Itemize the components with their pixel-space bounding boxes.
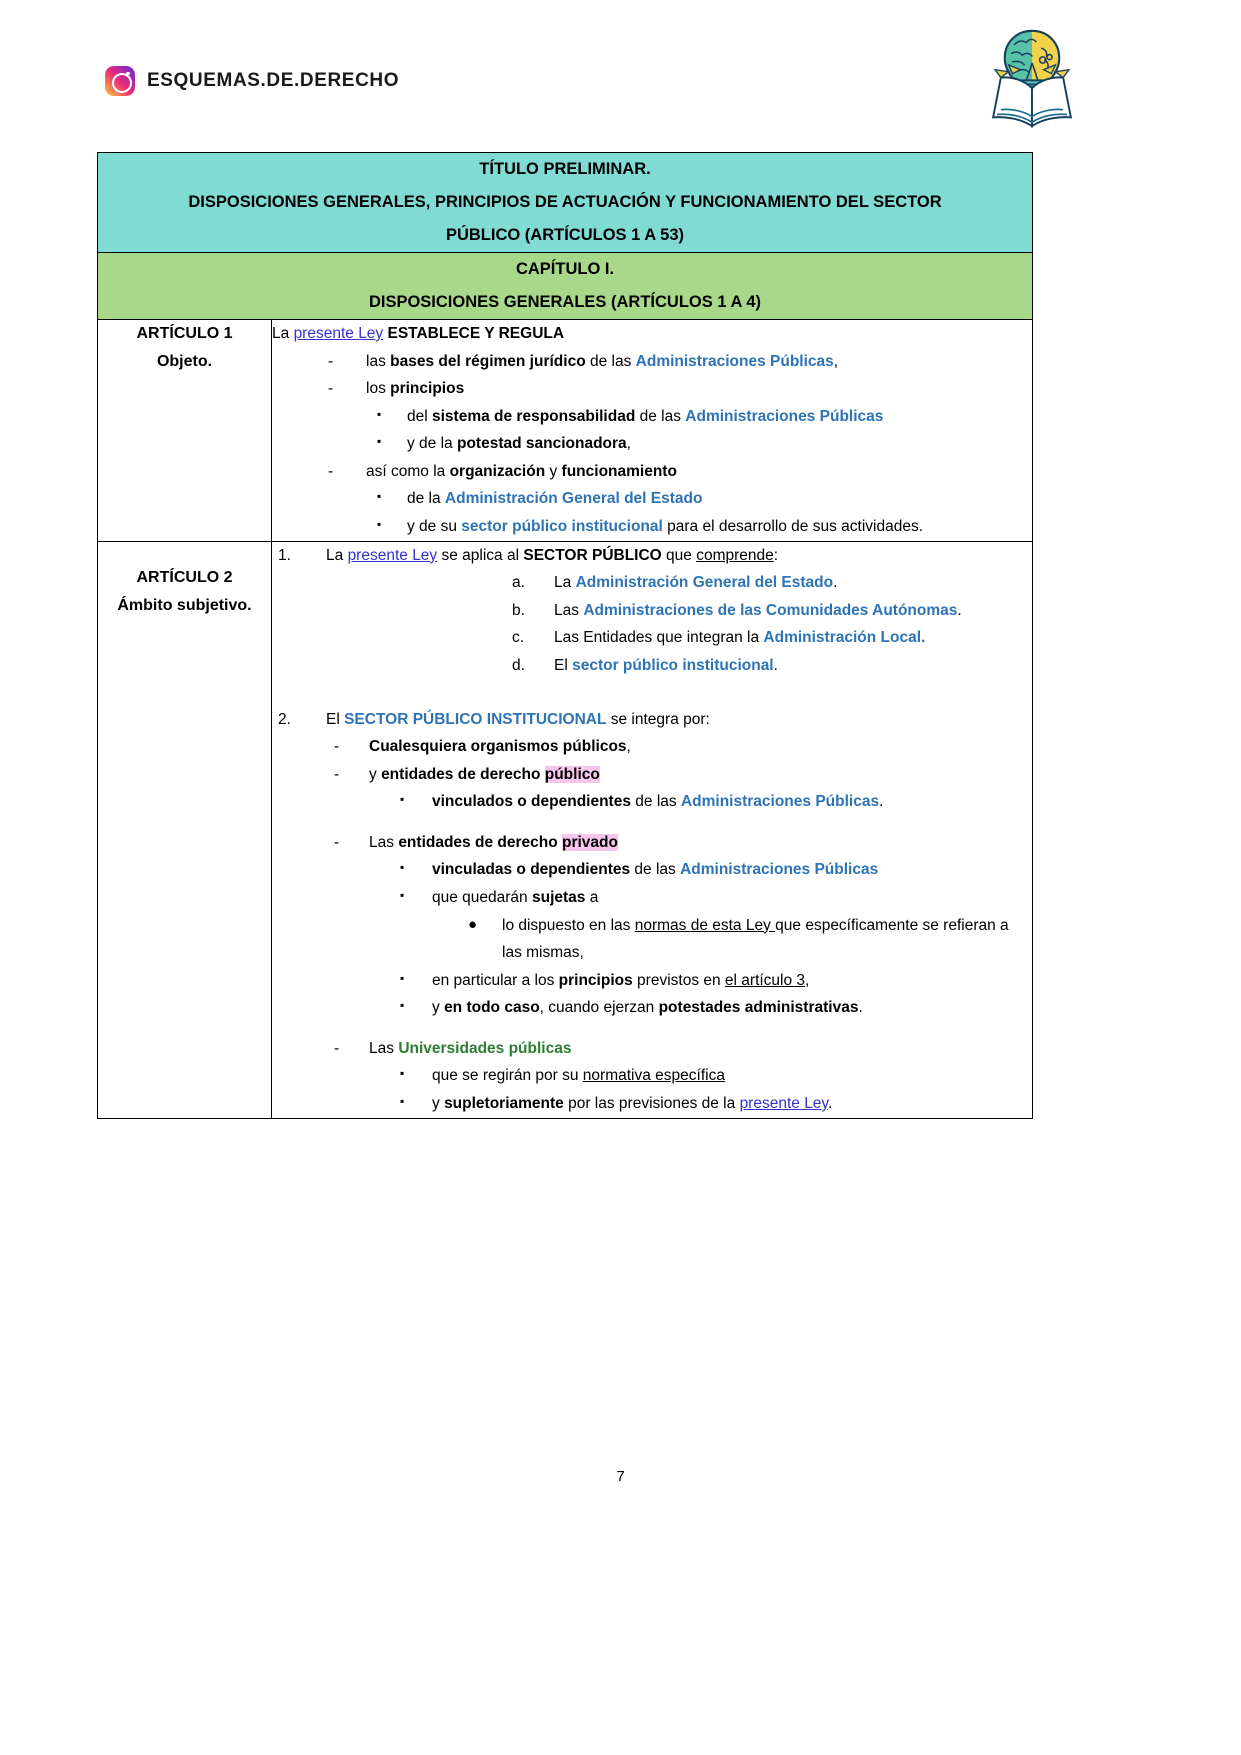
brand-handle: ESQUEMAS.DE.DERECHO bbox=[147, 70, 400, 91]
list-item-text bbox=[432, 1062, 1032, 1090]
article-1-list bbox=[272, 348, 1032, 541]
list-item-text bbox=[369, 761, 1032, 789]
list-item bbox=[272, 856, 1032, 884]
list-gap bbox=[272, 816, 1032, 829]
underlined-term: normas de esta Ley bbox=[634, 916, 776, 934]
list-item-text bbox=[502, 912, 1032, 967]
list-item bbox=[272, 788, 1032, 816]
text-run: de las bbox=[630, 861, 681, 879]
text-run: que específicamente se refieran a las mismas, bbox=[502, 916, 1009, 962]
accent-term: Administraciones de las Comunidades Autónomas bbox=[583, 601, 958, 619]
text-run: en particular a los bbox=[432, 971, 559, 989]
dash-bullet-icon: - bbox=[328, 462, 334, 480]
list-item-text bbox=[432, 856, 1032, 884]
list-item bbox=[272, 597, 1032, 625]
text-run: los bbox=[366, 380, 391, 398]
reference-link[interactable]: presente Ley bbox=[347, 546, 438, 564]
title-line-3: PÚBLICO (ARTÍCULOS 1 A 53) bbox=[445, 226, 685, 244]
article-2-row bbox=[98, 541, 1033, 1118]
chapter-line-2: DISPOSICIONES GENERALES (ARTÍCULOS 1 A 4) bbox=[368, 293, 762, 311]
article-1-number: ARTÍCULO 1 bbox=[136, 325, 233, 342]
list-item-text bbox=[326, 542, 1032, 570]
text-run: que se regirán por su bbox=[432, 1067, 583, 1085]
bold-run: SECTOR PÚBLICO bbox=[523, 546, 662, 564]
text-run: , bbox=[626, 435, 631, 453]
list-letter: a. bbox=[512, 574, 525, 592]
title-line-1: TÍTULO PRELIMINAR. bbox=[479, 160, 651, 178]
square-bullet-icon: ▪ bbox=[377, 489, 382, 504]
text-run: y de su bbox=[407, 518, 462, 536]
dash-bullet-icon: - bbox=[328, 352, 334, 370]
bold-run: bases del régimen jurídico bbox=[390, 352, 586, 370]
title-line-2: DISPOSICIONES GENERALES, PRINCIPIOS DE ACTUACIÓN Y FUNCIONAMIENTO DEL SECTOR bbox=[188, 193, 942, 211]
list-item bbox=[272, 485, 1032, 513]
intro-suffix: ESTABLECE Y REGULA bbox=[383, 325, 565, 342]
list-number: 2. bbox=[278, 710, 291, 728]
text-run: . bbox=[833, 574, 838, 592]
intro-prefix: La bbox=[272, 325, 294, 342]
square-bullet-icon: ▪ bbox=[400, 1094, 405, 1109]
accent-term: SECTOR PÚBLICO INSTITUCIONAL bbox=[344, 710, 607, 728]
list-item-text bbox=[366, 375, 1032, 403]
text-run: . bbox=[773, 656, 778, 674]
banner-title-row bbox=[98, 153, 1033, 253]
list-item bbox=[272, 829, 1032, 857]
text-run: así como la bbox=[366, 462, 450, 480]
text-run: y de la bbox=[407, 435, 457, 453]
list-item bbox=[272, 706, 1032, 734]
article-1-body bbox=[272, 320, 1033, 542]
reference-link[interactable]: presente Ley bbox=[739, 1095, 829, 1113]
accent-term: Administración Local. bbox=[763, 629, 926, 647]
list-letter: b. bbox=[512, 601, 525, 619]
square-bullet-icon: ▪ bbox=[400, 998, 405, 1013]
text-run: El bbox=[554, 656, 573, 674]
dash-bullet-icon: - bbox=[334, 738, 340, 756]
text-run: : bbox=[773, 546, 779, 564]
list-item bbox=[272, 884, 1032, 912]
text-run: . bbox=[828, 1095, 833, 1113]
text-run: que quedarán bbox=[432, 888, 532, 906]
list-item-text bbox=[369, 1035, 1032, 1063]
square-bullet-icon: ▪ bbox=[400, 1066, 405, 1081]
text-run: Las Entidades que integran la bbox=[554, 629, 764, 647]
text-run: de las bbox=[630, 793, 681, 811]
text-run: . bbox=[957, 601, 962, 619]
bold-run: principios bbox=[390, 380, 465, 398]
text-run: Las bbox=[369, 1039, 399, 1057]
underlined-term: normativa específica bbox=[582, 1067, 725, 1085]
accent-term: Administración General del Estado bbox=[575, 574, 834, 592]
list-gap bbox=[272, 680, 1032, 706]
list-item-text bbox=[432, 788, 1032, 816]
accent-term: sector público institucional bbox=[461, 518, 663, 536]
text-run: que bbox=[661, 546, 697, 564]
text-run: y bbox=[369, 765, 382, 783]
list-item bbox=[272, 569, 1032, 597]
article-2-number: ARTÍCULO 2 bbox=[136, 568, 233, 586]
bold-run: potestad sancionadora bbox=[456, 435, 627, 453]
list-number: 1. bbox=[278, 546, 291, 564]
list-item-text bbox=[554, 597, 1032, 625]
text-run: previstos en bbox=[632, 971, 725, 989]
bold-run: vinculadas o dependientes bbox=[432, 861, 631, 879]
chapter-banner bbox=[98, 253, 1033, 320]
text-run: se integra por: bbox=[606, 710, 710, 728]
text-run: , bbox=[626, 738, 631, 756]
title-banner bbox=[98, 153, 1033, 253]
list-item bbox=[272, 624, 1032, 652]
text-run: lo dispuesto en las bbox=[502, 916, 635, 934]
list-item-text bbox=[407, 513, 1032, 541]
list-item-text bbox=[554, 569, 1032, 597]
accent-term: sector público institucional bbox=[572, 656, 774, 674]
square-bullet-icon: ▪ bbox=[377, 517, 382, 532]
bold-run: supletoriamente bbox=[444, 1095, 564, 1113]
list-item bbox=[272, 1062, 1032, 1090]
list-item-text bbox=[366, 348, 1032, 376]
list-item-text bbox=[369, 733, 1032, 761]
text-run: por las previsiones de la bbox=[563, 1095, 740, 1113]
list-item bbox=[272, 458, 1032, 486]
text-run: para el desarrollo de sus actividades. bbox=[662, 518, 924, 536]
article-1-row bbox=[98, 320, 1033, 542]
banner-chapter-row bbox=[98, 253, 1033, 320]
list-item bbox=[272, 733, 1032, 761]
text-run: y bbox=[432, 1095, 445, 1113]
bold-run: potestades administrativas bbox=[658, 999, 859, 1017]
page-number: 7 bbox=[616, 1468, 625, 1485]
list-item bbox=[272, 1090, 1032, 1118]
text-run: , bbox=[833, 352, 839, 370]
article-2-point-2 bbox=[272, 706, 1032, 1118]
accent-term: Administraciones Públicas bbox=[680, 793, 880, 811]
accent-term: Administraciones Públicas bbox=[635, 352, 834, 370]
list-item-text bbox=[432, 967, 1032, 995]
text-run: El bbox=[326, 710, 345, 728]
list-item bbox=[272, 994, 1032, 1022]
list-item bbox=[272, 912, 1032, 967]
dash-bullet-icon: - bbox=[334, 765, 340, 783]
bold-run: en todo caso bbox=[444, 999, 540, 1017]
underlined-term: el artículo 3, bbox=[724, 971, 810, 989]
list-item bbox=[272, 375, 1032, 403]
list-letter: c. bbox=[512, 629, 525, 647]
instagram-icon bbox=[105, 66, 135, 96]
square-bullet-icon: ▪ bbox=[400, 792, 405, 807]
text-run: , cuando ejerzan bbox=[539, 999, 659, 1017]
list-item bbox=[272, 513, 1032, 541]
text-run: Las bbox=[554, 601, 584, 619]
dash-bullet-icon: - bbox=[334, 833, 340, 851]
square-bullet-icon: ▪ bbox=[377, 434, 382, 449]
text-run: de las bbox=[585, 352, 636, 370]
bold-run: principios bbox=[558, 971, 633, 989]
green-term: Universidades públicas bbox=[398, 1039, 572, 1057]
text-run: La bbox=[554, 574, 576, 592]
article-1-intro bbox=[272, 320, 1032, 348]
bold-run: entidades de derecho bbox=[381, 765, 545, 783]
list-item-text bbox=[407, 403, 1032, 431]
text-run: y bbox=[432, 999, 445, 1017]
text-run: y bbox=[545, 462, 562, 480]
article-2-subtitle: Ámbito subjetivo. bbox=[117, 596, 252, 614]
list-item-text bbox=[366, 458, 1032, 486]
list-item bbox=[272, 403, 1032, 431]
list-letter: d. bbox=[512, 656, 525, 674]
article-1-subtitle: Objeto. bbox=[156, 353, 213, 370]
book-brain-lightbulb-logo bbox=[973, 25, 1091, 130]
list-item-text bbox=[432, 994, 1032, 1022]
square-bullet-icon: ▪ bbox=[377, 406, 382, 421]
text-run: La bbox=[326, 546, 348, 564]
list-item bbox=[272, 967, 1032, 995]
list-item bbox=[272, 430, 1032, 458]
bold-run: organización bbox=[449, 462, 546, 480]
brand-block bbox=[105, 66, 399, 96]
text-run: Las bbox=[369, 833, 399, 851]
page-header bbox=[0, 0, 1241, 145]
square-bullet-icon: ▪ bbox=[400, 887, 405, 902]
list-gap bbox=[272, 1022, 1032, 1035]
square-bullet-icon: ▪ bbox=[400, 970, 405, 985]
list-item bbox=[272, 1035, 1032, 1063]
text-run: del bbox=[407, 407, 432, 425]
text-run: de las bbox=[635, 407, 686, 425]
presente-ley-link[interactable]: presente Ley bbox=[293, 325, 384, 342]
bold-run: vinculados o dependientes bbox=[432, 793, 631, 811]
text-run: las bbox=[366, 352, 391, 370]
list-item-text bbox=[432, 1090, 1032, 1118]
bold-run: sistema de responsabilidad bbox=[432, 407, 636, 425]
article-1-label bbox=[98, 320, 272, 542]
square-bullet-icon: ▪ bbox=[400, 860, 405, 875]
list-item bbox=[272, 761, 1032, 789]
accent-term: Administraciones Públicas bbox=[685, 407, 884, 425]
article-2-label bbox=[98, 541, 272, 1118]
text-run: de la bbox=[407, 490, 445, 508]
list-item bbox=[272, 542, 1032, 570]
list-item bbox=[272, 348, 1032, 376]
text-run: a bbox=[585, 888, 599, 906]
accent-term: Administración General del Estado bbox=[444, 490, 703, 508]
list-item bbox=[272, 652, 1032, 680]
list-item-text bbox=[432, 884, 1032, 912]
bold-run: sujetas bbox=[531, 888, 586, 906]
schema-table bbox=[97, 152, 1033, 1119]
list-item-text bbox=[407, 430, 1032, 458]
text-run: . bbox=[879, 793, 884, 811]
highlighted-term: privado bbox=[561, 833, 618, 851]
bold-run: Cualesquiera organismos públicos bbox=[369, 738, 627, 756]
accent-term: Administraciones Públicas bbox=[680, 861, 879, 879]
dash-bullet-icon: - bbox=[334, 1039, 340, 1057]
round-bullet-icon: ● bbox=[468, 915, 478, 933]
list-item-text bbox=[407, 485, 1032, 513]
chapter-line-1: CAPÍTULO I. bbox=[515, 260, 615, 278]
highlighted-term: público bbox=[544, 765, 600, 783]
text-run: se aplica al bbox=[437, 546, 524, 564]
text-run: . bbox=[858, 999, 863, 1017]
bold-run: entidades de derecho bbox=[398, 833, 562, 851]
article-2-body bbox=[272, 541, 1033, 1118]
bold-run: funcionamiento bbox=[561, 462, 677, 480]
underlined-term: comprende bbox=[696, 546, 774, 564]
article-2-point-1 bbox=[272, 542, 1032, 680]
dash-bullet-icon: - bbox=[328, 380, 334, 398]
list-item-text bbox=[554, 652, 1032, 680]
list-item-text bbox=[554, 624, 1032, 652]
list-item-text bbox=[369, 829, 1032, 857]
list-item-text bbox=[326, 706, 1032, 734]
